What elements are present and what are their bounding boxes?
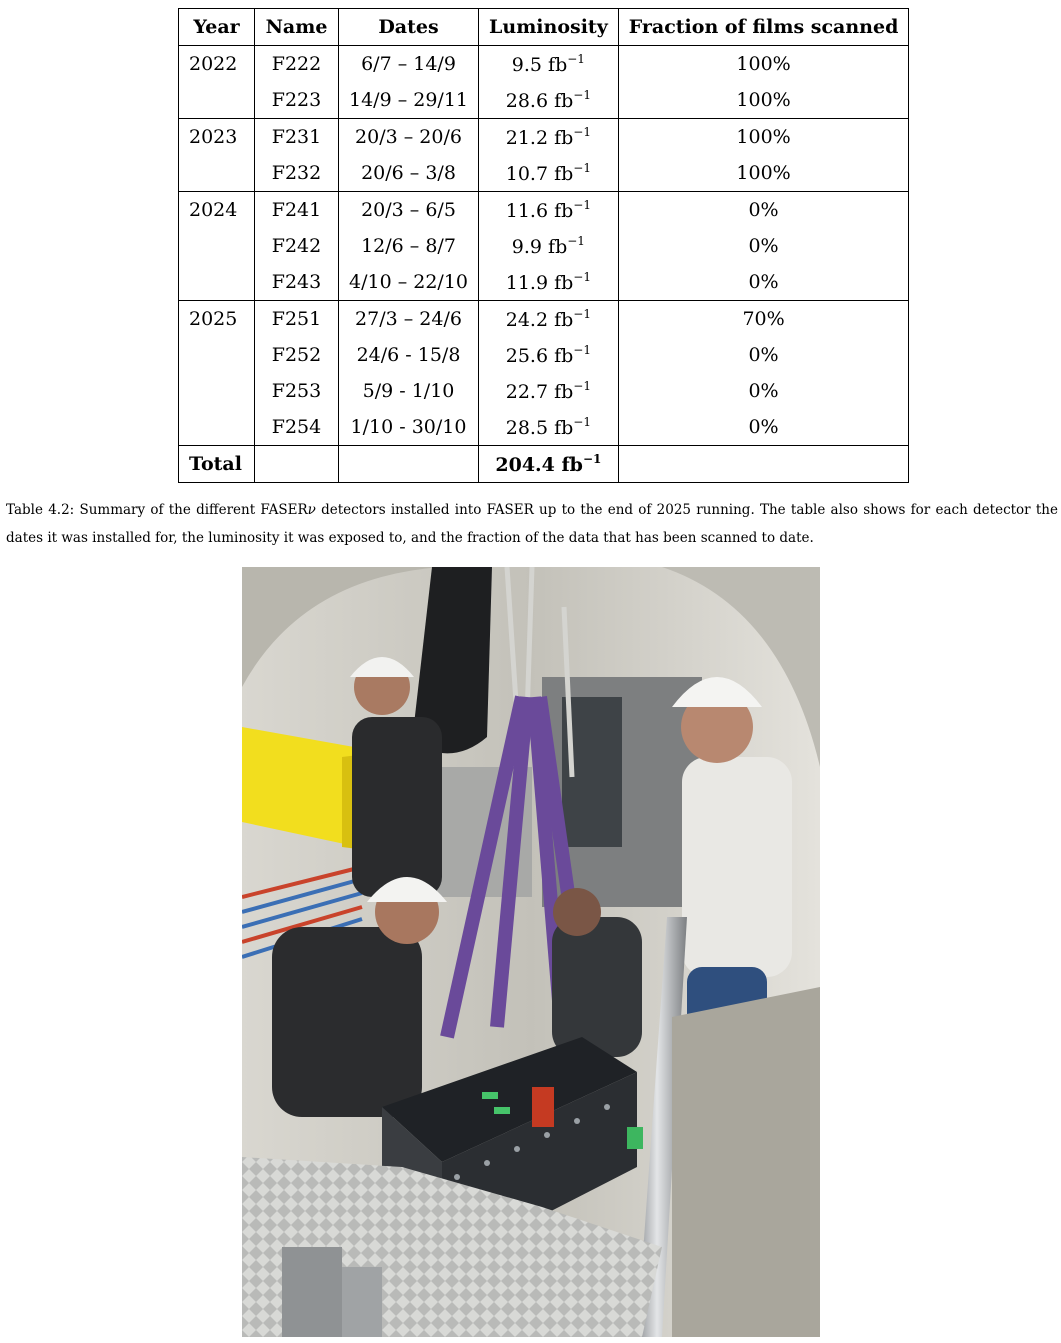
table-row bbox=[179, 46, 909, 83]
caption-rest: detectors installed into FASER up to the end of 2025 running. The table also shows for each detector the dates it was installed for, the luminosity it was exposed to, and the fraction of the data that has been scanned to date. bbox=[6, 502, 1058, 546]
cell-dates: 24/6 - 15/8 bbox=[339, 337, 479, 373]
caption-nu: ν bbox=[307, 502, 316, 518]
cell-year bbox=[179, 409, 255, 446]
photo-illustration bbox=[242, 567, 820, 1337]
cell-fraction: 0% bbox=[618, 228, 909, 264]
table-row bbox=[179, 228, 909, 264]
cell-fraction: 100% bbox=[618, 82, 909, 119]
cell-luminosity bbox=[479, 119, 619, 156]
table-row bbox=[179, 155, 909, 192]
cell-name: F243 bbox=[255, 264, 339, 301]
luminosity-unit: fb bbox=[554, 272, 574, 294]
luminosity-value: 9.9 bbox=[511, 236, 542, 258]
luminosity-value: 28.5 bbox=[505, 417, 549, 439]
cell-fraction: 100% bbox=[618, 155, 909, 192]
cell-luminosity bbox=[479, 337, 619, 373]
cell-year bbox=[179, 82, 255, 119]
header-luminosity: Luminosity bbox=[479, 9, 619, 46]
total-empty-fraction bbox=[618, 446, 909, 483]
cell-year bbox=[179, 264, 255, 301]
cell-name: F222 bbox=[255, 46, 339, 83]
luminosity-value: 10.7 bbox=[505, 163, 549, 185]
cell-year: 2023 bbox=[179, 119, 255, 156]
cell-luminosity bbox=[479, 301, 619, 338]
table-row bbox=[179, 337, 909, 373]
luminosity-unit: fb bbox=[554, 417, 574, 439]
cell-year: 2025 bbox=[179, 301, 255, 338]
table-row bbox=[179, 373, 909, 409]
cell-year bbox=[179, 155, 255, 192]
cell-name: F232 bbox=[255, 155, 339, 192]
luminosity-value: 22.7 bbox=[505, 381, 549, 403]
cell-luminosity bbox=[479, 46, 619, 83]
cell-name: F253 bbox=[255, 373, 339, 409]
luminosity-unit: fb bbox=[554, 381, 574, 403]
header-fraction: Fraction of films scanned bbox=[618, 9, 909, 46]
cell-dates: 20/3 – 20/6 bbox=[339, 119, 479, 156]
luminosity-value: 25.6 bbox=[505, 345, 549, 367]
total-luminosity-value: 204.4 bbox=[495, 454, 555, 476]
cell-fraction: 70% bbox=[618, 301, 909, 338]
cell-luminosity bbox=[479, 155, 619, 192]
luminosity-unit: fb bbox=[554, 200, 574, 222]
luminosity-exponent: −1 bbox=[573, 198, 591, 212]
table-header-row bbox=[179, 9, 909, 46]
header-dates: Dates bbox=[339, 9, 479, 46]
total-empty-name bbox=[255, 446, 339, 483]
cell-name: F251 bbox=[255, 301, 339, 338]
cell-dates: 14/9 – 29/11 bbox=[339, 82, 479, 119]
cell-dates: 12/6 – 8/7 bbox=[339, 228, 479, 264]
cell-luminosity bbox=[479, 264, 619, 301]
cell-dates: 20/6 – 3/8 bbox=[339, 155, 479, 192]
luminosity-value: 9.5 bbox=[511, 54, 542, 76]
luminosity-unit: fb bbox=[554, 127, 574, 149]
luminosity-unit: fb bbox=[554, 309, 574, 331]
luminosity-unit: fb bbox=[548, 236, 568, 258]
table-row bbox=[179, 82, 909, 119]
cell-dates: 6/7 – 14/9 bbox=[339, 46, 479, 83]
cell-luminosity bbox=[479, 82, 619, 119]
luminosity-exponent: −1 bbox=[573, 270, 591, 284]
luminosity-exponent: −1 bbox=[567, 234, 585, 248]
luminosity-exponent: −1 bbox=[573, 343, 591, 357]
cell-dates: 5/9 - 1/10 bbox=[339, 373, 479, 409]
luminosity-exponent: −1 bbox=[573, 379, 591, 393]
luminosity-exponent: −1 bbox=[573, 125, 591, 139]
table-row bbox=[179, 119, 909, 156]
cell-fraction: 0% bbox=[618, 192, 909, 229]
cell-year bbox=[179, 337, 255, 373]
luminosity-unit: fb bbox=[548, 54, 568, 76]
cell-dates: 27/3 – 24/6 bbox=[339, 301, 479, 338]
cell-name: F231 bbox=[255, 119, 339, 156]
cell-year: 2022 bbox=[179, 46, 255, 83]
cell-name: F254 bbox=[255, 409, 339, 446]
total-luminosity bbox=[479, 446, 619, 483]
cell-name: F252 bbox=[255, 337, 339, 373]
cell-dates: 4/10 – 22/10 bbox=[339, 264, 479, 301]
luminosity-unit: fb bbox=[554, 90, 574, 112]
detector-installation-photo bbox=[242, 567, 820, 1337]
caption-prefix: Table 4.2: Summary of the different FASER bbox=[6, 502, 308, 518]
cell-fraction: 0% bbox=[618, 337, 909, 373]
header-name: Name bbox=[255, 9, 339, 46]
cell-fraction: 0% bbox=[618, 373, 909, 409]
luminosity-value: 11.9 bbox=[505, 272, 549, 294]
total-luminosity-exponent: −1 bbox=[582, 452, 602, 466]
cell-luminosity bbox=[479, 228, 619, 264]
cell-year bbox=[179, 228, 255, 264]
cell-fraction: 0% bbox=[618, 264, 909, 301]
luminosity-unit: fb bbox=[554, 163, 574, 185]
cell-fraction: 100% bbox=[618, 46, 909, 83]
luminosity-value: 28.6 bbox=[505, 90, 549, 112]
header-year: Year bbox=[179, 9, 255, 46]
cell-name: F223 bbox=[255, 82, 339, 119]
luminosity-exponent: −1 bbox=[573, 307, 591, 321]
table-row bbox=[179, 192, 909, 229]
table-body bbox=[179, 46, 909, 483]
table-caption bbox=[6, 496, 1058, 552]
table-total-row bbox=[179, 446, 909, 483]
detector-summary-table bbox=[178, 8, 909, 483]
luminosity-exponent: −1 bbox=[567, 52, 585, 66]
luminosity-exponent: −1 bbox=[573, 161, 591, 175]
cell-luminosity bbox=[479, 373, 619, 409]
luminosity-value: 21.2 bbox=[505, 127, 549, 149]
cell-name: F242 bbox=[255, 228, 339, 264]
cell-year bbox=[179, 373, 255, 409]
cell-fraction: 0% bbox=[618, 409, 909, 446]
table-row bbox=[179, 264, 909, 301]
cell-year: 2024 bbox=[179, 192, 255, 229]
luminosity-exponent: −1 bbox=[573, 415, 591, 429]
cell-dates: 1/10 - 30/10 bbox=[339, 409, 479, 446]
luminosity-exponent: −1 bbox=[573, 88, 591, 102]
table-row bbox=[179, 301, 909, 338]
luminosity-unit: fb bbox=[554, 345, 574, 367]
total-label: Total bbox=[179, 446, 255, 483]
cell-luminosity bbox=[479, 409, 619, 446]
table-row bbox=[179, 409, 909, 446]
cell-dates: 20/3 – 6/5 bbox=[339, 192, 479, 229]
cell-fraction: 100% bbox=[618, 119, 909, 156]
total-empty-dates bbox=[339, 446, 479, 483]
cell-name: F241 bbox=[255, 192, 339, 229]
cell-luminosity bbox=[479, 192, 619, 229]
total-luminosity-unit: fb bbox=[561, 454, 583, 476]
luminosity-value: 11.6 bbox=[505, 200, 549, 222]
luminosity-value: 24.2 bbox=[505, 309, 549, 331]
